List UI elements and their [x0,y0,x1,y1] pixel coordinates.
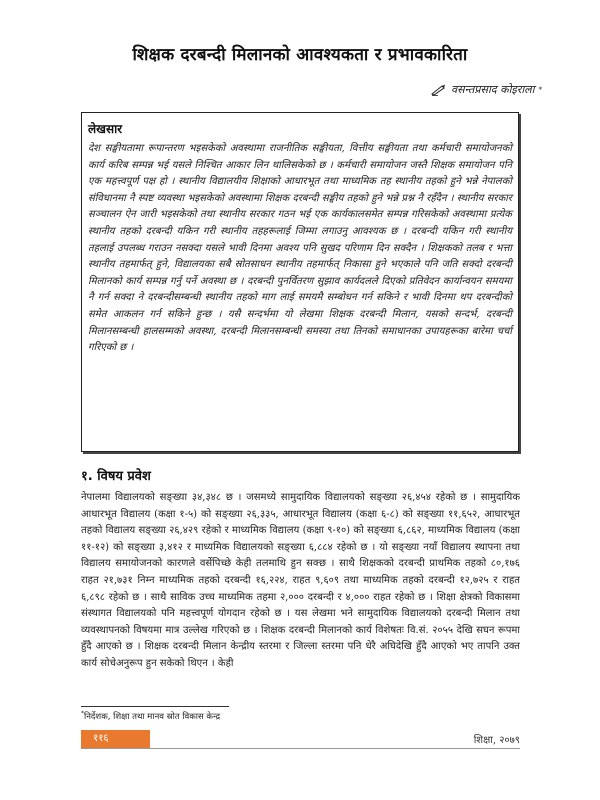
author-name: वसन्तप्रसाद कोइराला [451,83,535,96]
journal-name: शिक्षा, २०७९ [473,735,520,746]
footnote-text: निर्देशक, शिक्षा तथा मानव स्रोत विकास केन्द्र [84,711,221,722]
footnote-divider [81,706,229,707]
footnote [81,710,220,722]
author-footnote-mark: * [538,85,542,94]
abstract-text: देश सङ्घीयतामा रूपान्तरण भइसकेको अवस्थामा राजनीतिक सङ्घीयता, वित्तीय सङ्घीयता तथा कर्मचारी समायोजनको कार्य करिब सम्पन्न भई यसले निश्चित आकार लिन थालिसकेको छ । कर्मचारी समायोजन जस्तै शिक्षक समायोजन पनि एक महत्त्वपूर्ण पक्ष हो । स्थानीय विद्यालयीय शिक्षाको आधारभूत तथा माध्यमिक तह स्थानीय तहको हुने भन्ने नेपालको संविधानमा नै स्पष्ट व्यवस्था भइसकेको अवस्थामा शिक्षक दरबन्दी सङ्घीय तहको हुने भन्ने प्रश्न नै रहँदैन । स्थानीय सरकार सञ्चालन ऐन जारी भइसकेको तथा स्थानीय सरकार गठन भई एक कार्यकालसमेत सम्पन्न गरिसकेको अवस्थामा प्रत्येक स्थानीय तहको दरबन्दी यकिन गरी स्थानीय तहहरूलाई जिम्मा लगाउनु आवश्यक छ । दरबन्दी यकिन गरी स्थानीय तहलाई उपलब्ध गराउन नसक्दा यसले भावी दिनमा अवश्य पनि सुखद परिणाम दिन सक्दैन । शिक्षकको तलब र भत्ता स्थानीय तहमार्फत् हुने, विद्यालयका सबै स्रोतसाधन स्थानीय तहमार्फत् निकासा हुने भएकाले पनि जति सक्दो दरबन्दी मिलानको कार्य सम्पन्न गर्नु पर्ने अवस्था छ । दरबन्दी पुनर्वितरण सुझाव कार्यदलले दिएको प्रतिवेदन कार्यान्वयन समयमा नै गर्न सक्दा ने दरबन्दीसम्बन्धी स्थानीय तहको माग लाई समयमै सम्बोधन गर्न सकिने र भावी दिनमा थप दरबन्दीको समेत आकलन गर्न सकिने हुन्छ । यसै सन्दर्भमा यो लेखमा शिक्षक दरबन्दी मिलान, यसको सन्दर्भ, दरबन्दी मिलानसम्बन्धी हालसम्मको अवस्था, दरबन्दी मिलानसम्बन्धी समस्या तथा तिनको समाधानका उपायहरूका बारेमा चर्चा गरिएको छ । [88,143,512,354]
footnote-mark: * [81,710,84,717]
abstract-heading: लेखसार [88,122,123,136]
section-text: नेपालमा विद्यालयको सङ्ख्या ३४,३४८ छ । जसमध्ये सामुदायिक विद्यालयको सङ्ख्या २६,४५४ रहेको छ । सामुदायिक आधारभूत विद्यालय (कक्षा १-५) को सङ्ख्या २६,३३५, आधारभूत विद्यालय (कक्षा ६-८) को सङ्ख्या ११,६५२, आधारभूत तहको विद्यालय सङ्ख्या २६,४२९ रहेको र माध्यमिक विद्यालय (कक्षा ९-१०) को सङ्ख्या ६,८६२, माध्यमिक विद्यालय (कक्षा ११-१२) को सङ्ख्या ३,४१२ र माध्यमिक विद्यालयको सङ्ख्या ६,८८४ रहेको छ । यो सङ्ख्या नयाँ विद्यालय स्थापना तथा विद्यालय समायोजनको कारणले वर्सेपिच्छे केही तलमाथि हुन सक्छ । साथै शिक्षकको दरबन्दी प्राथमिक तहको ८०,१७६ राहत २१,७३१ निम्न माध्यमिक तहको दरबन्दी १६,२२४, राहत ९,६०९ तथा माध्यमिक तहको दरबन्दी १२,७२५ र राहत ६,८९८ रहेको छ । साथै साविक उच्च माध्यमिक तहमा २,००० दरबन्दी र ४,००० राहत रहेको छ । शिक्षा क्षेत्रको विकासमा संस्थागत विद्यालयको पनि महत्त्वपूर्ण योगदान रहेको छ । यस लेखमा भने सामुदायिक विद्यालयको दरबन्दी मिलान तथा व्यवस्थापनको विषयमा मात्र उल्लेख गरिएको छ । शिक्षक दरबन्दी मिलानको कार्य विशेषतः वि.सं. २०५५ देखि सघन रूपमा हुँदै आएको छ । शिक्षक दरबन्दी मिलान केन्द्रीय स्तरमा र जिल्ला स्तरमा पनि धेरै अघिदेखि हुँदै आएको भए तापनि उक्त कार्य सोचेअनुरूप हुन सकेको थिएन । केही [81,492,520,669]
page-number: ११६ [81,730,150,748]
article-title: शिक्षक दरबन्दी मिलानको आवश्यकता र प्रभावकारिता [132,45,468,65]
author-line [431,82,542,97]
section-heading: १. विषय प्रवेश [81,469,151,484]
page-footer [81,730,520,749]
pen-icon [431,84,447,96]
abstract-box [81,112,519,452]
